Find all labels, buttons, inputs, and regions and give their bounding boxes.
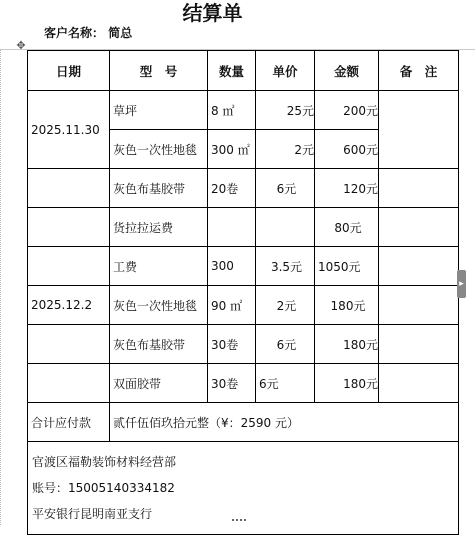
- table-row: [28, 325, 459, 364]
- price-cell: 25元: [256, 91, 315, 130]
- table-header-row: [28, 51, 459, 91]
- price-cell: 3.5元: [256, 247, 315, 286]
- item-cell: 货拉拉运费: [110, 208, 208, 247]
- remark-cell: [379, 286, 459, 325]
- header-model: 型 号: [110, 51, 208, 91]
- item-cell: 双面胶带: [110, 364, 208, 403]
- amount-cell: 180元: [315, 325, 379, 364]
- qty-cell: 8 ㎡: [208, 91, 256, 130]
- qty-cell: 90 ㎡: [208, 286, 256, 325]
- remark-cell: [379, 169, 459, 208]
- remark-cell: [379, 247, 459, 286]
- amount-cell: 120元: [315, 169, 379, 208]
- customer-line: [44, 25, 132, 41]
- table-row: [28, 364, 459, 403]
- table-row: [28, 247, 459, 286]
- move-icon[interactable]: ✥: [16, 39, 26, 52]
- amount-cell: 1050元: [315, 247, 379, 286]
- date-cell: [28, 325, 110, 364]
- customer-name: 简总: [108, 26, 133, 40]
- settlement-table: [27, 50, 459, 535]
- price-cell: 6元: [256, 364, 315, 403]
- table-row: [28, 169, 459, 208]
- price-cell: [256, 208, 315, 247]
- price-cell: 2元: [256, 130, 315, 169]
- qty-cell: 30卷: [208, 325, 256, 364]
- page-break-mark: [232, 519, 246, 526]
- price-cell: 2元: [256, 286, 315, 325]
- qty-cell: 300: [208, 247, 256, 286]
- bank-name: 平安银行昆明南亚支行: [32, 507, 153, 521]
- company-name: 官渡区福勒装饰材料经营部: [32, 455, 177, 469]
- bank-account: 账号：15005140334182: [32, 481, 175, 495]
- remark-cell: [379, 208, 459, 247]
- header-date: 日期: [28, 51, 110, 91]
- date-cell: [28, 364, 110, 403]
- document-title: 结算单: [182, 1, 243, 25]
- date-cell: 2025.12.2: [28, 286, 110, 325]
- price-cell: 6元: [256, 169, 315, 208]
- remark-cell: [379, 364, 459, 403]
- total-row: [28, 403, 459, 442]
- item-cell: 灰色一次性地毯: [110, 286, 208, 325]
- item-cell: 草坪: [110, 91, 208, 130]
- price-cell: 6元: [256, 325, 315, 364]
- date-cell: [28, 169, 110, 208]
- qty-cell: [208, 208, 256, 247]
- qty-cell: 300 ㎡: [208, 130, 256, 169]
- date-cell: [28, 247, 110, 286]
- qty-cell: 20卷: [208, 169, 256, 208]
- date-cell: [28, 208, 110, 247]
- date-cell: 2025.11.30: [28, 91, 110, 169]
- total-label: 合计应付款: [28, 403, 110, 442]
- amount-cell: 200元: [315, 91, 379, 130]
- customer-label: 客户名称：: [44, 26, 105, 40]
- amount-cell: 180元: [315, 364, 379, 403]
- expand-arrow-icon[interactable]: ▸: [457, 270, 466, 298]
- item-cell: 灰色一次性地毯: [110, 130, 208, 169]
- header-price: 单价: [256, 51, 315, 91]
- table-row: [28, 91, 459, 130]
- item-cell: 灰色布基胶带: [110, 325, 208, 364]
- header-qty: 数量: [208, 51, 256, 91]
- header-remark: 备 注: [379, 51, 459, 91]
- item-cell: 灰色布基胶带: [110, 169, 208, 208]
- table-row: [28, 286, 459, 325]
- item-cell: 工费: [110, 247, 208, 286]
- remark-cell: [379, 91, 459, 169]
- amount-cell: 80元: [315, 208, 379, 247]
- amount-cell: 180元: [315, 286, 379, 325]
- remark-cell: [379, 325, 459, 364]
- table-row: [28, 208, 459, 247]
- amount-cell: 600元: [315, 130, 379, 169]
- total-value: 贰仟伍佰玖拾元整（¥：2590 元）: [110, 403, 459, 442]
- qty-cell: 30卷: [208, 364, 256, 403]
- header-amount: 金额: [315, 51, 379, 91]
